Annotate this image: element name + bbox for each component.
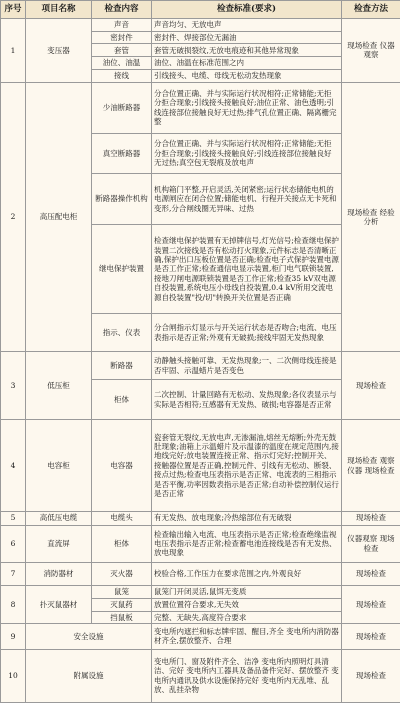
- check-method: 现场检查 经验分析: [342, 82, 400, 352]
- item-name: 高压配电柜: [26, 82, 92, 352]
- table-row: [1, 420, 400, 511]
- check-standard: 有无发热、放电现象;冷热缩部位有无破裂: [152, 511, 342, 525]
- check-standard: 分合位置正确、并与实际运行状况相符;正常储能;无拒分拒合现象;引线接头接触良好;油位正常、油色透明;引线连接部位接触良好无过热;排气孔位置正确、隔离栅完整: [152, 82, 342, 133]
- check-content: 灭鼠药: [92, 598, 152, 611]
- check-standard: 动静触头接触可靠、无发热现象;一、二次侧母线连接是否牢固、示温蜡片是否变色: [152, 352, 342, 380]
- row-number: 8: [1, 586, 26, 624]
- check-standard: 检查输出输入电流、电压表指示是否正常;检查绝缘监视电压表指示是否正常;检查蓄电池连接线是否有无发热、放电现象: [152, 525, 342, 562]
- header-content: 检查内容: [92, 1, 152, 19]
- check-standard: 引线接头、电缆、母线无松动发热现象: [152, 69, 342, 82]
- check-content: 柜体: [92, 380, 152, 420]
- item-name: 电容柜: [26, 420, 92, 511]
- row-number: 1: [1, 19, 26, 83]
- header-method: 检查方法: [342, 1, 400, 19]
- table-row: [1, 19, 400, 32]
- item-name: 直流屏: [26, 525, 92, 562]
- check-content: 电缆头: [92, 511, 152, 525]
- check-content: 声音: [92, 19, 152, 32]
- table-row: [1, 562, 400, 585]
- check-standard: 检查继电保护装置有无掉牌信号,灯光信号;检查继电保护装置二次接线是否有松动打火现象,元件标志是否清晰正确,保护出口压板位置是否正确;检查电子式保护装置电源是否工作正常;检查通信电显示装置,柜门电气联锁装置,接地刀闸电源联锁装置是否工作正常;检查35 kV双电源自投装置,系统电压小母线自投装置,0.4 kV所用交流电源自投装置"投/切"转换开关位置是否正确: [152, 224, 342, 313]
- check-method: 现场检查: [342, 352, 400, 420]
- row-number: 6: [1, 525, 26, 562]
- check-content: 真空断路器: [92, 133, 152, 173]
- check-standard: 分合闸指示灯显示与开关运行状态是否吻合;电流、电压表指示是否正常;外观有无破损;接线牢固无发热现象: [152, 314, 342, 352]
- check-content: 接线: [92, 69, 152, 82]
- check-method: 现场检查: [342, 624, 400, 649]
- check-method: 现场检查 仪器观察: [342, 19, 400, 83]
- check-standard: 套管无破损裂纹,无放电痕迹和其他异常现象: [152, 44, 342, 57]
- check-content: 套管: [92, 44, 152, 57]
- check-content: 柜体: [92, 525, 152, 562]
- check-content: 鼠笼: [92, 586, 152, 599]
- table-row: [1, 511, 400, 525]
- check-standard: 机构箱门平整,开启灵活,关闭紧密;运行状态储能电机的电源闸应在闭合位置;储能电机、行程开关接点无卡死和变形,分合闸线圈无异味、过热: [152, 174, 342, 225]
- check-standard: 二次控制、计量回路有无松动、发热现象;各仪表显示与实际是否相符;互感器有无发热、破损;电容器是否正常: [152, 380, 342, 420]
- table-row: [1, 586, 400, 599]
- check-standard: 校验合格,工作压力在要求范围之内,外观良好: [152, 562, 342, 585]
- check-standard: 变电所内遮拦和标志牌牢固、醒目,齐全 变电所内消防器材齐全,摆放整齐、合理: [152, 624, 342, 649]
- item-name: 附属设施: [26, 649, 152, 702]
- item-name: 安全设施: [26, 624, 152, 649]
- check-content: 断路器: [92, 352, 152, 380]
- table-row: [1, 82, 400, 133]
- item-name: 扑灭鼠器材: [26, 586, 92, 624]
- header-item: 项目名称: [26, 1, 92, 19]
- check-method: 仪器观察 现场检查: [342, 525, 400, 562]
- check-content: 电容器: [92, 420, 152, 511]
- item-name: 低压柜: [26, 352, 92, 420]
- check-standard: 变电所门、窗及附件齐全、洁净 变电所内照明灯具清洁、完好 变电所内工器具及备品备件完好、摆放整齐 变电所内通讯及供水设施保持完好 变电所内无乱堆、乱放、乱挂杂物: [152, 649, 342, 702]
- check-standard: 放置位置符合要求,无失效: [152, 598, 342, 611]
- check-content: 挡鼠板: [92, 611, 152, 624]
- table-row: [1, 352, 400, 380]
- check-method: 现场检查: [342, 511, 400, 525]
- header-no: 序号: [1, 1, 26, 19]
- row-number: 3: [1, 352, 26, 420]
- item-name: 高低压电缆: [26, 511, 92, 525]
- check-content: 指示、仪表: [92, 314, 152, 352]
- header-row: [1, 1, 400, 19]
- table-row: [1, 525, 400, 562]
- check-method: 现场检查: [342, 562, 400, 585]
- check-content: 密封件: [92, 31, 152, 44]
- check-standard: 鼠笼门开闭灵活,鼠饵无变质: [152, 586, 342, 599]
- check-standard: 完整、无缺失,高度符合要求: [152, 611, 342, 624]
- item-name: 变压器: [26, 19, 92, 83]
- check-standard: 分合位置正确、并与实际运行状况相符;正常储能;无拒分拒合现象;引线接头接触良好;引线连接部位接触良好无过热;真空包无裂痕及放电声: [152, 133, 342, 173]
- row-number: 7: [1, 562, 26, 585]
- row-number: 9: [1, 624, 26, 649]
- check-content: 继电保护装置: [92, 224, 152, 313]
- check-content: 断路器操作机构: [92, 174, 152, 225]
- header-standard: 检查标准(要求): [152, 1, 342, 19]
- row-number: 4: [1, 420, 26, 511]
- check-standard: 声音均匀、无放电声: [152, 19, 342, 32]
- row-number: 10: [1, 649, 26, 702]
- table-row: [1, 624, 400, 649]
- table-row: [1, 649, 400, 702]
- check-standard: 瓷套管无裂纹,无放电声,无渗漏油,熔丝无熔断;外壳无鼓肚现象;油箱上示温蜡片及示温漆的温度在规定范围内,接地线完好;放电装置连接正常、指示灯完好;控制开关、接触器位置是否正确,控制元件、引线有无松动、断裂、接点过热;检查电压表指示是否正常、电流表的三相指示是否平衡,功率因数表指示是否正常;自动补偿控制仪运行是否正常: [152, 420, 342, 511]
- check-method: 现场检查: [342, 649, 400, 702]
- check-method: 现场检查: [342, 586, 400, 624]
- check-content: 灭火器: [92, 562, 152, 585]
- check-content: 少油断路器: [92, 82, 152, 133]
- check-standard: 油位、油温在标准范围之内: [152, 57, 342, 70]
- check-method: 现场检查 观察仪器 现场检查: [342, 420, 400, 511]
- item-name: 消防器材: [26, 562, 92, 585]
- check-standard: 密封件、焊接部位无漏油: [152, 31, 342, 44]
- row-number: 2: [1, 82, 26, 352]
- check-content: 油位、油温: [92, 57, 152, 70]
- row-number: 5: [1, 511, 26, 525]
